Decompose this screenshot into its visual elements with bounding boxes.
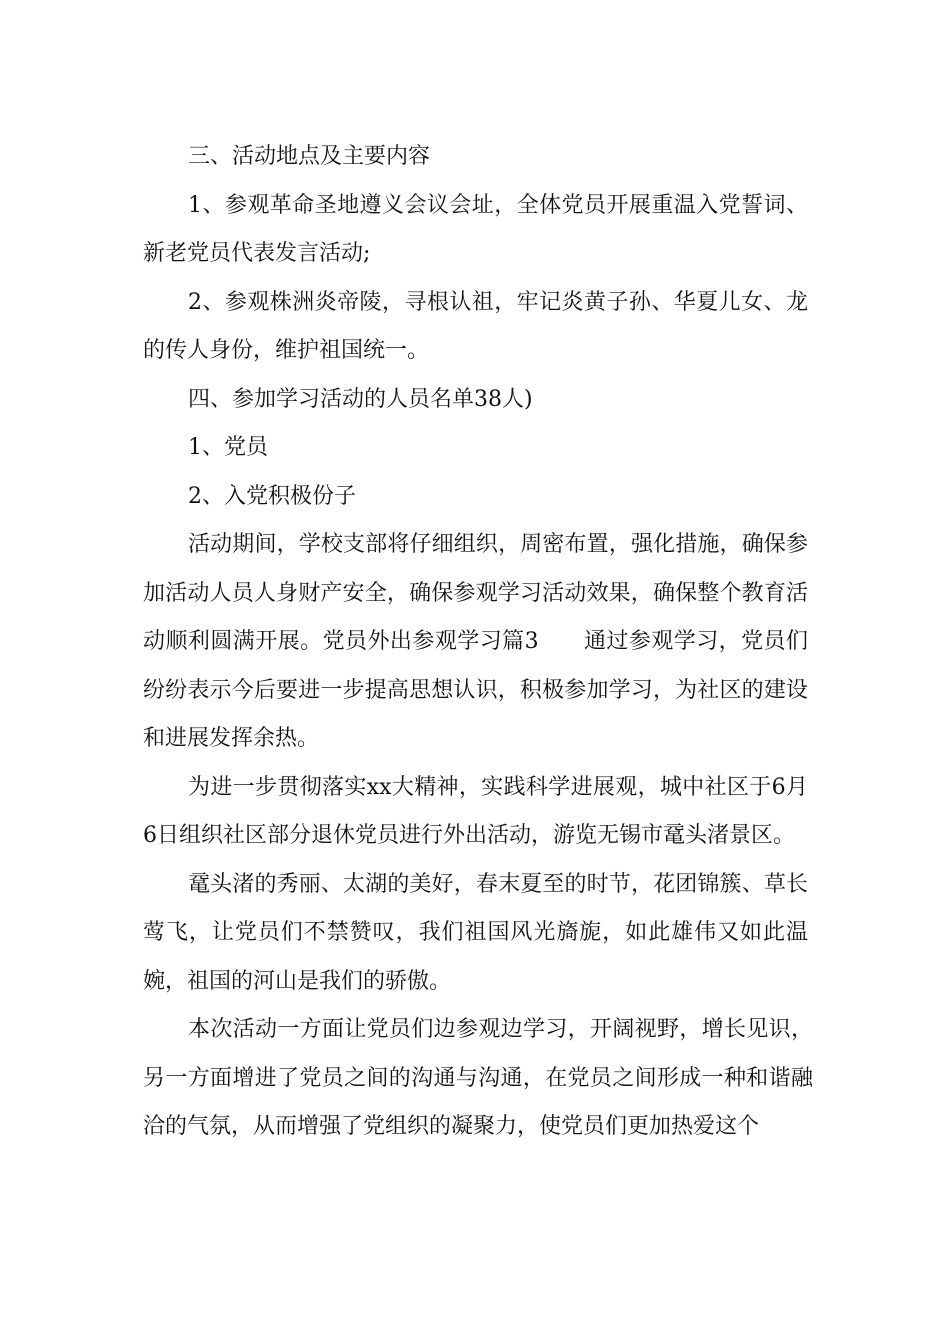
- paragraph-summary: 本次活动一方面让党员们边参观边学习，开阔视野，增长见识，另一方面增进了党员之间的沟通与沟通，在党员之间形成一种和谐融洽的气氛，从而增强了党组织的凝聚力，使党员们更加热爱这个: [143, 1017, 813, 1139]
- list-item-yandi: 2、参观株洲炎帝陵，寻根认祖，牢记炎黄子孙、华夏儿女、龙的传人身份，维护祖国统一。: [143, 289, 808, 363]
- section-heading-participants: 四、参加学习活动的人员名单38人): [188, 386, 533, 412]
- paragraph-safety: 活动期间，学校支部将仔细组织，周密布置，强化措施，确保参加活动人员人身财产安全，确保参观学习活动效果，确保整个教育活动顺利圆满开展。党员外出参观学习篇3 通过参观学习，党员们纷纷表示今后要进一步提高思想认识，积极参加学习，为社区的建设和进展发挥余热。: [143, 532, 808, 751]
- list-item-activists: 2、入党积极份子: [188, 483, 356, 509]
- section-heading-location: 三、活动地点及主要内容: [188, 144, 431, 169]
- list-item-members: 1、党员: [188, 435, 268, 460]
- list-item-zunyi: 1、参观革命圣地遵义会议会址，全体党员开展重温入党誓词、新老党员代表发言活动;: [143, 192, 808, 266]
- paragraph-scenery: 鼋头渚的秀丽、太湖的美好，春末夏至的时节，花团锦簇、草长莺飞，让党员们不禁赞叹，我们祖国风光旖旎，如此雄伟又如此温婉，祖国的河山是我们的骄傲。: [143, 871, 808, 994]
- document-body: [143, 133, 813, 1152]
- paragraph-community-trip: 为进一步贯彻落实xx大精神，实践科学进展观，城中社区于6月6日组织社区部分退休党员进行外出活动，游览无锡市鼋头渚景区。: [143, 774, 808, 848]
